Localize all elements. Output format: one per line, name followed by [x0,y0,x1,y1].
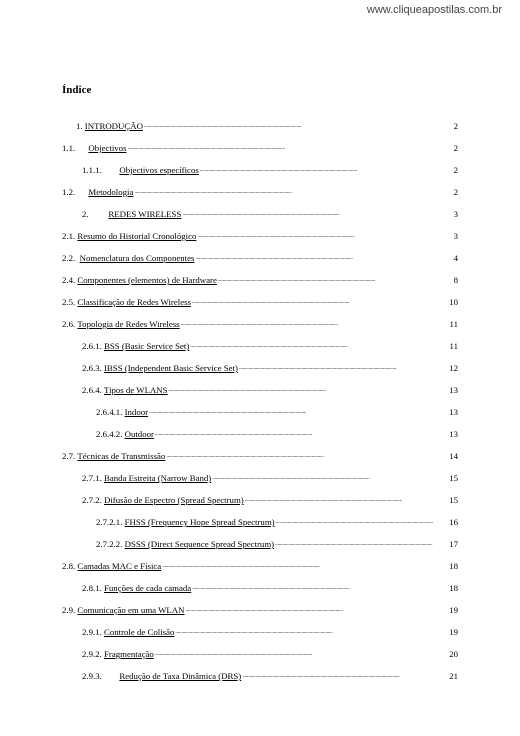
dot-leader [144,118,453,132]
toc-entry-title[interactable]: Tipos de WLANS [104,385,168,395]
toc-entry-number: 1.1. [62,143,89,153]
dot-leader [239,360,448,374]
toc-entry-title[interactable]: BSS (Basic Service Set) [104,341,190,351]
dot-leader [181,316,449,330]
toc-entry-title[interactable]: IBSS (Independent Basic Service Set) [104,363,238,373]
toc-entry-page: 13 [449,429,458,439]
toc-entry-title[interactable]: Topologia de Redes Wireless [77,319,180,329]
toc-entry-number: 2.9.1. [82,627,104,637]
toc-entry[interactable] [96,538,458,550]
dot-leader [134,184,452,198]
watermark-url: www.cliqueapostilas.com.br [366,4,502,16]
dot-leader [155,646,448,660]
toc-entry[interactable] [62,604,458,616]
dot-leader [186,602,449,616]
toc-entry-number: 2.9.3. [82,671,120,681]
toc-entry[interactable] [62,450,458,462]
toc-entry[interactable] [62,252,458,264]
toc-entry-page: 18 [449,583,458,593]
toc-entry-page: 14 [449,451,458,461]
toc-entry-page: 15 [449,473,458,483]
toc-entry-page: 10 [449,297,458,307]
toc-entry-page: 12 [449,363,458,373]
toc-entry[interactable] [96,516,458,528]
toc-entry-title[interactable]: FHSS (Frequency Hope Spread Spectrum) [124,517,275,527]
dot-leader [175,624,448,638]
toc-entry-title[interactable]: Camadas MAC e Física [77,561,162,571]
toc-entry-number: 2.6. [62,319,78,329]
toc-entry-page: 3 [453,231,458,241]
toc-entry-number: 1.2. [62,187,89,197]
toc-entry[interactable] [82,384,458,396]
toc-entry-page: 13 [449,407,458,417]
toc-entry-number: 2.6.4.1. [96,407,125,417]
toc-entry[interactable] [62,186,458,198]
dot-leader [275,536,448,550]
toc-entry-page: 2 [453,165,458,175]
toc-entry-page: 3 [453,209,458,219]
toc-entry[interactable] [82,340,458,352]
toc-entry-number: 1.1.1. [82,165,120,175]
toc-entry-page: 4 [453,253,458,263]
toc-entry-page: 2 [453,121,458,131]
toc-entry-number: 2.6.1. [82,341,104,351]
toc-entry-title[interactable]: Componentes (elementos) de Hardware [77,275,217,285]
dot-leader [195,250,452,264]
toc-entry-page: 2 [453,187,458,197]
toc-entry[interactable] [82,648,458,660]
toc-entry[interactable] [62,296,458,308]
dot-leader [182,206,452,220]
toc-entry[interactable] [82,582,458,594]
toc-entry[interactable] [62,142,458,154]
toc-entry-page: 20 [449,649,458,659]
toc-entry-page: 18 [449,561,458,571]
dot-leader [155,426,448,440]
dot-leader [200,162,453,176]
toc-entry-title[interactable]: DSSS (Direct Sequence Spread Spectrum) [124,539,275,549]
dot-leader [245,492,448,506]
toc-entry-number: 2.9.2. [82,649,104,659]
toc-entry[interactable] [62,318,458,330]
toc-entry-title[interactable]: Objectivos [88,143,127,153]
dot-leader [218,272,453,286]
toc-entry-title[interactable]: Nomenclatura dos Componentes [79,253,195,263]
toc-entry-number: 2.7.2. [82,495,104,505]
toc-entry[interactable] [82,164,458,176]
toc-entry-number: 1. [76,121,85,131]
dot-leader [192,580,448,594]
toc-entry-number: 2.7.2.2. [96,539,125,549]
toc-entry[interactable] [82,494,458,506]
toc-entry-number: 2. [82,209,109,219]
toc-entry[interactable] [96,406,458,418]
toc-entry[interactable] [82,362,458,374]
toc-entry-page: 21 [449,671,458,681]
toc-entry-title[interactable]: Controle de Colisão [104,627,175,637]
toc-entry-page: 8 [453,275,458,285]
dot-leader [276,514,449,528]
toc-entry-number: 2.6.4. [82,385,104,395]
toc-entry-page: 2 [453,143,458,153]
toc-entry-title[interactable]: Outdoor [124,429,154,439]
toc-entry-title[interactable]: Indoor [124,407,149,417]
toc-entry-number: 2.2. [62,253,80,263]
toc-entry[interactable] [76,120,458,132]
toc-entry-number: 2.8.1. [82,583,104,593]
toc-entry-page: 15 [449,495,458,505]
dot-leader [197,228,452,242]
toc-entry-number: 2.6.3. [82,363,104,373]
dot-leader [149,404,448,418]
toc-entry-title[interactable]: Comunicação em uma WLAN [77,605,185,615]
dot-leader [128,140,453,154]
toc-entry-title[interactable]: Classificação de Redes Wireless [77,297,191,307]
toc-entry-title[interactable]: Técnicas de Transmissão [77,451,166,461]
dot-leader [169,382,449,396]
toc-entry-page: 11 [449,319,458,329]
toc-entry-number: 2.7.2.1. [96,517,125,527]
toc-entry-page: 17 [449,539,458,549]
toc-entry-title[interactable]: REDES WIRELESS [108,209,182,219]
toc-entry-number: 2.9. [62,605,78,615]
dot-leader [162,558,448,572]
toc-entry[interactable] [62,274,458,286]
toc-entry-page: 19 [449,627,458,637]
toc-entry-title[interactable]: Redução de Taxa Dinâmica (DRS) [119,671,242,681]
toc-entry[interactable] [82,670,458,682]
toc-entry[interactable] [82,208,458,220]
toc-entry-title[interactable]: Resumo do Historial Cronológico [77,231,197,241]
toc-entry[interactable] [62,230,458,242]
toc-entry-number: 2.5. [62,297,78,307]
toc-entry[interactable] [82,626,458,638]
toc-entry-title[interactable]: Funções de cada camada [104,583,192,593]
toc-entry[interactable] [82,472,458,484]
toc-entry-title[interactable]: INTRODUÇÃO [84,121,143,131]
dot-leader [190,338,448,352]
toc-entry-page: 19 [449,605,458,615]
dot-leader [242,668,448,682]
dot-leader [192,294,448,308]
toc-entry[interactable] [96,428,458,440]
toc-entry-number: 2.4. [62,275,78,285]
toc-entry-title[interactable]: Objectivos específicos [119,165,199,175]
toc-entry-number: 2.7.1. [82,473,104,483]
toc-entry[interactable] [62,560,458,572]
dot-leader [166,448,448,462]
toc-entry-title[interactable]: Fragmentação [104,649,154,659]
toc-entry-title[interactable]: Banda Estreita (Narrow Band) [104,473,212,483]
dot-leader [212,470,448,484]
toc-entry-number: 2.6.4.2. [96,429,125,439]
page-title: Índice [62,84,92,96]
toc-entry-number: 2.1. [62,231,78,241]
toc-entry-title[interactable]: Difusão de Espectro (Spread Spectrum) [104,495,244,505]
toc-entry-number: 2.7. [62,451,78,461]
toc-entry-number: 2.8. [62,561,78,571]
toc-entry-page: 13 [449,385,458,395]
toc-entry-page: 11 [449,341,458,351]
toc-entry-page: 16 [449,517,458,527]
toc-entry-title[interactable]: Metodologia [88,187,134,197]
